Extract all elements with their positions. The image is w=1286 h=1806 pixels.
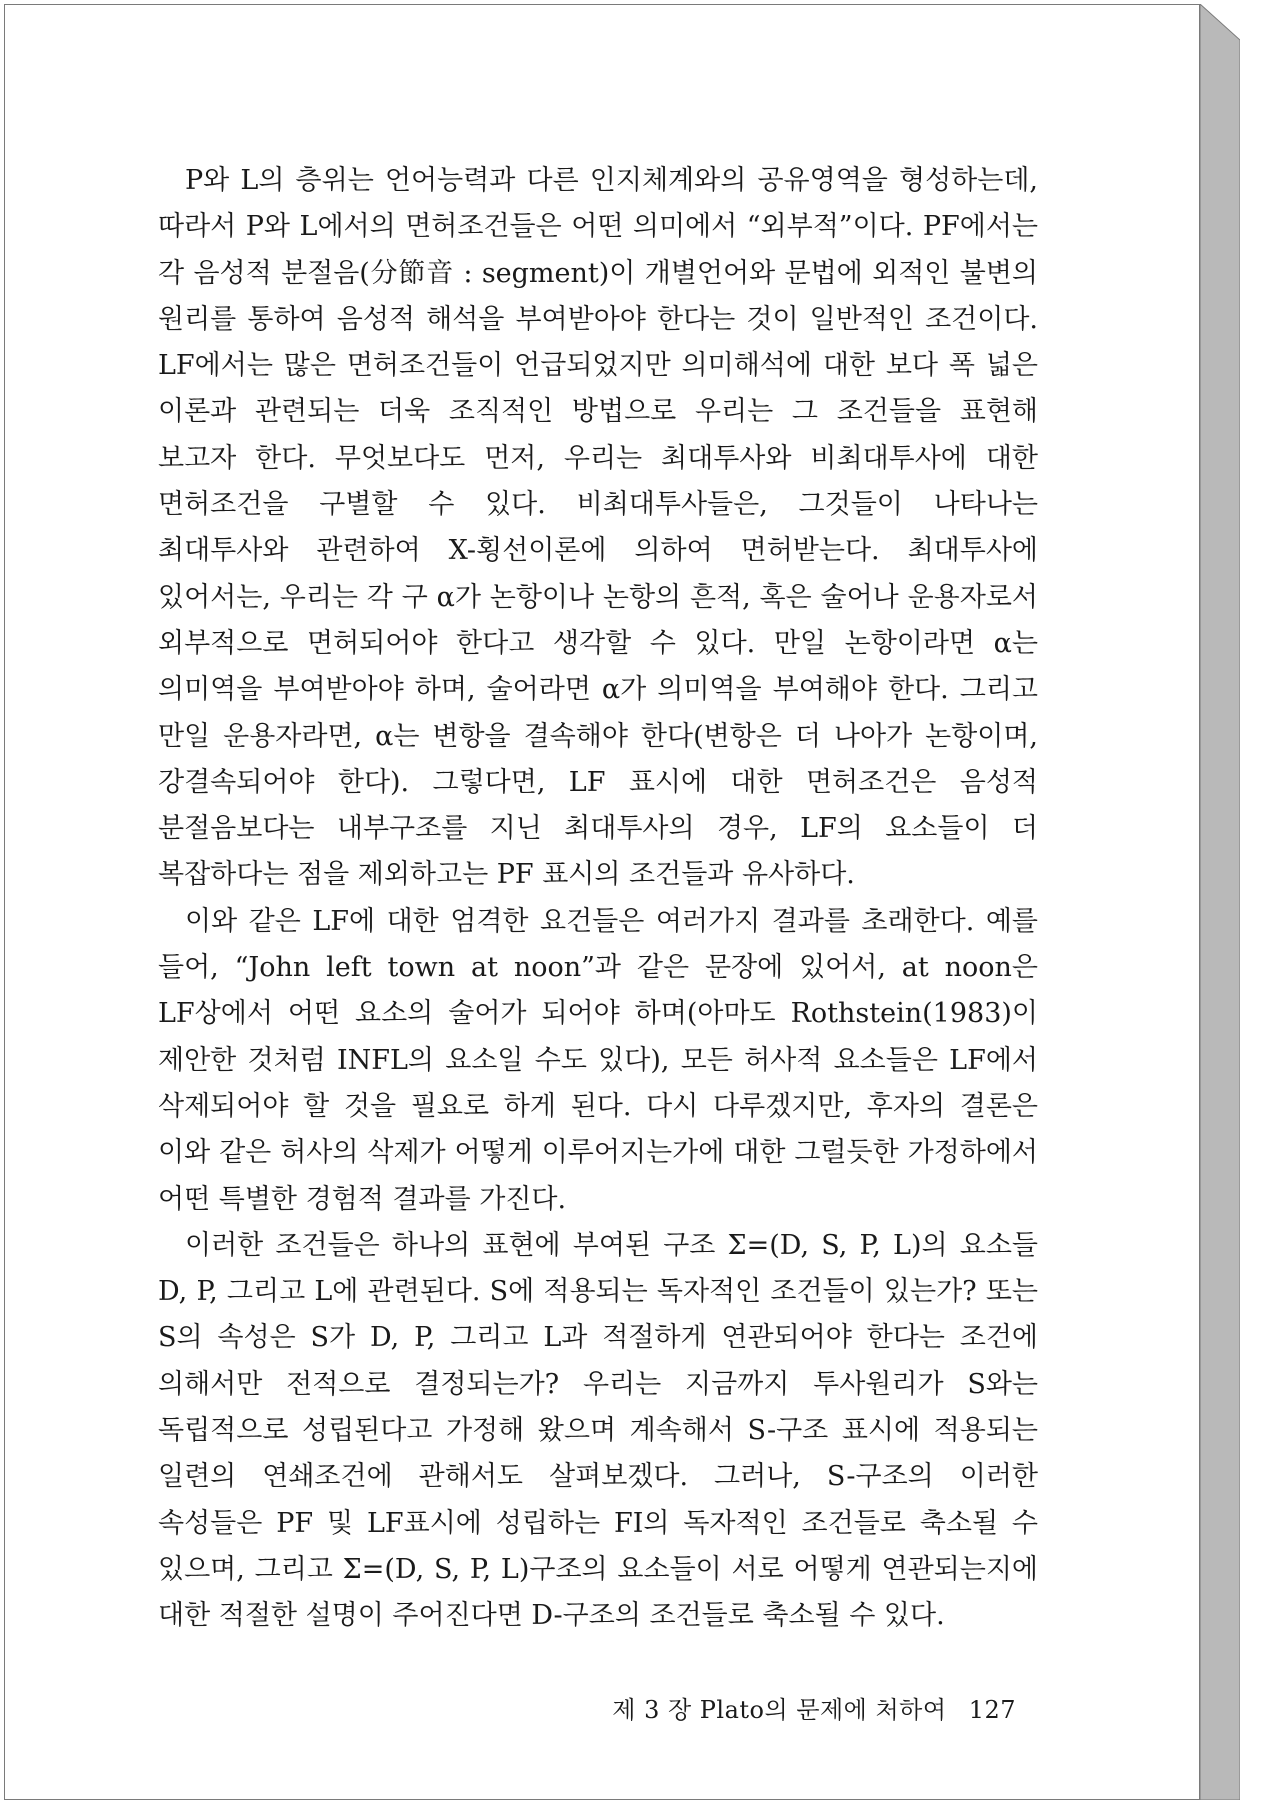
page-edge-shadow xyxy=(1200,4,1240,1800)
paragraph-1: P와 L의 층위는 언어능력과 다른 인지체계와의 공유영역을 형성하는데, 따라서 P와 L에서의 면허조건들은 어떤 의미에서 “외부적”이다. PF에서는 각 음성적 분절음(分節音 : segment)이 개별언어와 문법에 외적인 불변의 원리를 통하여 음성적 해석을 부여받아야 한다는 것이 일반적인 조건이다. LF에서는 많은 면허조건들이 언급되었지만 의미해석에 대한 보다 폭 넓은 이론과 관련되는 더욱 조직적인 방법으로 우리는 그 조건들을 표현해 보고자 한다. 무엇보다도 먼저, 우리는 최대투사와 비최대투사에 대한 면허조건을 구별할 수 있다. 비최대투사들은, 그것들이 나타나는 최대투사와 관련하여 X-횡선이론에 의하여 면허받는다. 최대투사에 있어서는, 우리는 각 구 α가 논항이나 논항의 흔적, 혹은 술어나 운용자로서 외부적으로 면허되어야 한다고 생각할 수 있다. 만일 논항이라면 α는 의미역을 부여받아야 하며, 술어라면 α가 의미역을 부여해야 한다. 그리고 만일 운용자라면, α는 변항을 결속해야 한다(변항은 더 나아가 논항이며, 강결속되어야 한다). 그렇다면, LF 표시에 대한 면허조건은 음성적 분절음보다는 내부구조를 지닌 최대투사의 경우, LF의 요소들이 더 복잡하다는 점을 제외하고는 PF 표시의 조건들과 유사하다. xyxy=(158,165,1038,891)
paragraph-2: 이와 같은 LF에 대한 엄격한 요건들은 여러가지 결과를 초래한다. 예를 들어, “John left town at noon”과 같은 문장에 있어서, at noon은 LF상에서 어떤 요소의 술어가 되어야 하며(아마도 Rothstein(1983)이 제안한 것처럼 INFL의 요소일 수도 있다), 모든 허사적 요소들은 LF에서 삭제되어야 할 것을 필요로 하게 된다. 다시 다루겠지만, 후자의 결론은 이와 같은 허사의 삭제가 어떻게 이루어지는가에 대한 그럴듯한 가정하에서 어떤 특별한 경험적 결과를 가진다. xyxy=(158,905,1038,1215)
page-number: 127 xyxy=(968,1696,1016,1724)
paragraph-3: 이러한 조건들은 하나의 표현에 부여된 구조 Σ=(D, S, P, L)의 요소들 D, P, 그리고 L에 관련된다. S에 적용되는 독자적인 조건들이 있는가? 또는 S의 속성은 S가 D, P, 그리고 L과 적절하게 연관되어야 한다는 조건에 의해서만 전적으로 결정되는가? 우리는 지금까지 투사원리가 S와는 독립적으로 성립된다고 가정해 왔으며 계속해서 S-구조 표시에 적용되는 일련의 연쇄조건에 관해서도 살펴보겠다. 그러나, S-구조의 이러한 속성들은 PF 및 LF표시에 성립하는 FI의 독자적인 조건들로 축소될 수 있으며, 그리고 Σ=(D, S, P, L)구조의 요소들이 서로 어떻게 연관되는지에 대한 적절한 설명이 주어진다면 D-구조의 조건들로 축소될 수 있다. xyxy=(158,1229,1038,1632)
body-text xyxy=(158,158,1038,1640)
running-head: 제 3 장 Plato의 문제에 처하여 xyxy=(612,1696,947,1724)
page-footer xyxy=(600,1690,1016,1725)
